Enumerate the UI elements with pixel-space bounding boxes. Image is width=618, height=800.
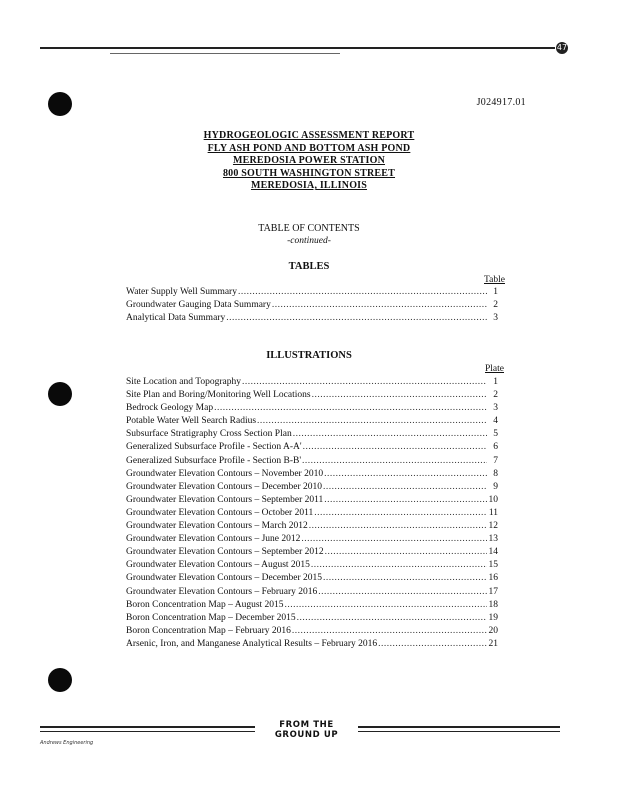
toc-leader-dots <box>285 599 487 612</box>
toc-entry-label: Groundwater Elevation Contours – March 2012 <box>126 521 308 532</box>
title-line: MEREDOSIA POWER STATION <box>232 155 386 166</box>
toc-entry <box>126 481 498 494</box>
toc-entry-number: 13 <box>488 534 498 545</box>
tables-column-label: Table <box>484 275 505 285</box>
title-line: HYDROGEOLOGIC ASSESSMENT REPORT <box>203 130 415 141</box>
toc-entry-number: 19 <box>488 612 498 623</box>
binder-hole-icon <box>48 92 72 116</box>
toc-entry-label: Generalized Subsurface Profile - Section B-B' <box>126 455 302 466</box>
toc-entry-label: Groundwater Elevation Contours – November 2010 <box>126 468 324 479</box>
illustrations-column-label: Plate <box>485 364 504 374</box>
toc-entry-number: 15 <box>488 560 498 571</box>
illustrations-section-title: ILLUSTRATIONS <box>266 350 352 361</box>
title-line: MEREDOSIA, ILLINOIS <box>250 180 368 191</box>
toc-entry-label: Groundwater Elevation Contours – September 2011 <box>126 494 324 505</box>
toc-entry-number: 3 <box>493 403 498 414</box>
toc-entry <box>126 376 498 389</box>
toc-entry-label: Groundwater Elevation Contours – June 2012 <box>126 534 301 545</box>
title-line: 800 SOUTH WASHINGTON STREET <box>222 167 396 179</box>
toc-entry <box>126 455 498 468</box>
toc-entry <box>126 402 498 415</box>
toc-entry-number: 9 <box>493 481 498 492</box>
toc-entry-number: 11 <box>488 507 498 518</box>
toc-entry-number: 1 <box>493 377 498 387</box>
toc-entry <box>126 520 498 533</box>
toc-entry-number: 16 <box>488 573 498 584</box>
report-title <box>0 130 618 193</box>
toc-entry <box>126 507 498 520</box>
toc-entry-number: 2 <box>493 300 498 311</box>
tables-section-title: TABLES <box>288 261 330 272</box>
toc-leader-dots <box>318 586 487 599</box>
toc-entry <box>126 599 498 612</box>
top-rule <box>40 47 555 49</box>
toc-entry-label: Site Location and Topography <box>126 377 241 387</box>
toc-entry <box>126 625 498 638</box>
toc-heading: TABLE OF CONTENTS <box>258 223 360 234</box>
toc-entry-number: 5 <box>493 429 498 440</box>
toc-entry <box>126 559 498 572</box>
toc-entry-number: 8 <box>493 468 498 479</box>
toc-leader-dots <box>309 520 487 533</box>
toc-entry-label: Groundwater Elevation Contours – December 2010 <box>126 481 323 492</box>
toc-leader-dots <box>303 441 487 454</box>
toc-leader-dots <box>214 402 487 415</box>
toc-entry-number: 2 <box>493 390 498 401</box>
toc-leader-dots <box>297 612 487 625</box>
toc-entry-number: 6 <box>493 442 498 453</box>
toc-leader-dots <box>325 546 487 559</box>
toc-leader-dots <box>312 389 487 402</box>
toc-entry <box>126 572 498 585</box>
toc-entry <box>126 638 498 651</box>
footer-rule-left <box>40 726 255 732</box>
toc-entry <box>126 389 498 402</box>
toc-entry-label: Groundwater Elevation Contours – February 2016 <box>126 586 318 597</box>
toc-entry-label: Subsurface Stratigraphy Cross Section Plan <box>126 429 292 440</box>
top-rule-thin <box>110 53 340 54</box>
toc-entry-number: 1 <box>493 287 498 297</box>
toc-leader-dots <box>272 299 487 312</box>
toc-entry-label: Groundwater Elevation Contours – October 2011 <box>126 507 314 518</box>
toc-entry-label: Potable Water Well Search Radius <box>126 416 257 427</box>
toc-leader-dots <box>242 376 487 389</box>
footer-tagline: FROM THE GROUND UP <box>274 720 339 740</box>
toc-subheading: -continued- <box>287 236 331 246</box>
toc-leader-dots <box>293 428 487 441</box>
binder-hole-icon <box>48 382 72 406</box>
toc-entry-label: Groundwater Elevation Contours – August 2015 <box>126 560 310 571</box>
toc-entry-label: Site Plan and Boring/Monitoring Well Locations <box>126 390 311 401</box>
toc-entry-label: Groundwater Elevation Contours – September 2012 <box>126 547 324 558</box>
toc-leader-dots <box>257 415 487 428</box>
toc-entry <box>126 299 498 312</box>
toc-entry-label: Boron Concentration Map – August 2015 <box>126 599 284 610</box>
footer-rule-right <box>358 726 560 732</box>
toc-entry <box>126 415 498 428</box>
toc-leader-dots <box>314 507 487 520</box>
toc-entry-label: Generalized Subsurface Profile - Section A-A' <box>126 442 302 453</box>
toc-entry <box>126 494 498 507</box>
toc-leader-dots <box>324 468 487 481</box>
toc-entry-label: Analytical Data Summary <box>126 313 226 324</box>
toc-entry-label: Water Supply Well Summary <box>126 287 237 297</box>
tables-list <box>126 286 498 325</box>
toc-entry <box>126 441 498 454</box>
toc-leader-dots <box>301 533 487 546</box>
toc-entry-number: 7 <box>493 455 498 466</box>
binder-hole-icon <box>48 668 72 692</box>
toc-leader-dots <box>378 638 487 651</box>
toc-leader-dots <box>311 559 487 572</box>
footer-company-text: Andrews Engineering <box>40 740 94 746</box>
toc-entry-label: Groundwater Gauging Data Summary <box>126 300 271 311</box>
toc-leader-dots <box>323 572 487 585</box>
illustrations-list <box>126 376 498 651</box>
toc-entry-number: 12 <box>488 521 498 532</box>
toc-entry <box>126 468 498 481</box>
toc-leader-dots <box>238 286 487 299</box>
toc-entry <box>126 546 498 559</box>
toc-entry <box>126 312 498 325</box>
toc-entry <box>126 286 498 299</box>
toc-entry-number: 17 <box>488 586 498 597</box>
toc-entry-label: Bedrock Geology Map <box>126 403 214 414</box>
toc-leader-dots <box>292 625 487 638</box>
document-number: J024917.01 <box>476 97 526 108</box>
toc-entry-number: 18 <box>488 599 498 610</box>
toc-leader-dots <box>302 455 487 468</box>
toc-entry-number: 14 <box>488 547 498 558</box>
page-corner-mark: 47 <box>556 43 568 52</box>
toc-leader-dots <box>226 312 487 325</box>
toc-entry <box>126 612 498 625</box>
toc-entry <box>126 586 498 599</box>
toc-entry <box>126 428 498 441</box>
toc-entry-label: Arsenic, Iron, and Manganese Analytical Results – February 2016 <box>126 638 378 649</box>
toc-leader-dots <box>323 481 487 494</box>
toc-entry-number: 10 <box>488 494 498 505</box>
toc-entry-label: Groundwater Elevation Contours – December 2015 <box>126 573 323 584</box>
toc-entry-number: 21 <box>488 638 498 649</box>
toc-entry-number: 20 <box>488 625 498 636</box>
toc-entry-number: 4 <box>493 416 498 427</box>
toc-entry-number: 3 <box>493 313 498 324</box>
toc-leader-dots <box>324 494 487 507</box>
title-line: FLY ASH POND AND BOTTOM ASH POND <box>207 142 411 154</box>
toc-entry-label: Boron Concentration Map – December 2015 <box>126 612 296 623</box>
toc-entry-label: Boron Concentration Map – February 2016 <box>126 625 291 636</box>
toc-entry <box>126 533 498 546</box>
